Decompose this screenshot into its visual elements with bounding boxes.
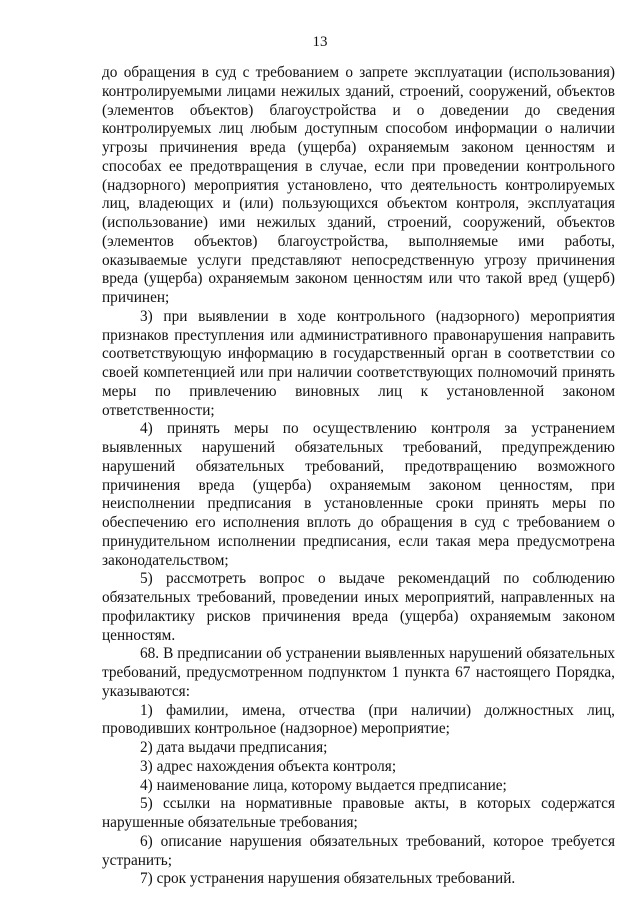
list-item-7: 7) срок устранения нарушения обязательных требований. [140, 870, 516, 888]
list-item-2: 2) дата выдачи предписания; [140, 739, 328, 756]
paragraph-item-5: 5) рассмотреть вопрос о выдаче рекомендаций по соблюдению обязательных требований, проведении иных мероприятий, направленных на профилактику рисков причинения вреда (ущерба) охраняемым законом ценностям. [102, 570, 615, 644]
list-item-5: 5) ссылки на нормативные правовые акты, в которых содержатся нарушенные обязательные требования; [102, 795, 615, 831]
paragraph-section-68: 68. В предписании об устранении выявленных нарушений обязательных требований, предусмотренном подпунктом 1 пункта 67 настоящего Порядка, указываются: [102, 645, 615, 700]
list-item-4: 4) наименование лица, которому выдается предписание; [140, 776, 507, 794]
document-body [102, 64, 615, 889]
paragraph-item-3: 3) при выявлении в ходе контрольного (надзорного) мероприятия признаков преступления или административного правонарушения направить соответствующую информацию в государственный орган в соответствии со своей компетенцией или при наличии соответствующих полномочий принять меры по привлечению виновных лиц к установленной законом ответственности; [102, 307, 615, 419]
page-number: 13 [312, 34, 328, 50]
paragraph-continuation: до обращения в суд с требованием о запрете эксплуатации (использования) контролируемыми лицами нежилых зданий, строений, сооружений, объектов (элементов объектов) благоустройства и о доведении до сведения контролируемых лиц любым доступным способом информации о наличии угрозы причинения вреда (ущерба) охраняемым законом ценностям и способах ее предотвращения в случае, если при проведении контрольного (надзорного) мероприятия установлено, что деятельность контролируемых лиц, владеющих и (или) пользующихся объектом контроля, эксплуатация (использование) ими нежилых зданий, строений, сооружений, объектов (элементов объектов) благоустройства, выполняемые ими работы, оказываемые услуги представляют непосредственную угрозу причинения вреда (ущерба) охраняемым законом ценностям или что такой вред (ущерб) причинен; [102, 64, 615, 306]
list-item-3: 3) адрес нахождения объекта контроля; [140, 757, 397, 775]
list-item-6: 6) описание нарушения обязательных требований, которое требуется устранить; [102, 832, 615, 869]
list-item-1: 1) фамилии, имена, отчества (при наличии) должностных лиц, проводивших контрольное (надзорное) мероприятие; [102, 701, 615, 738]
paragraph-item-4: 4) принять меры по осуществлению контроля за устранением выявленных нарушений обязательных требований, предупреждению нарушений обязательных требований, предотвращению возможного причинения вреда (ущерба) охраняемым законом ценностям, при неисполнении предписания в установленные сроки принять меры по обеспечению его исполнения вплоть до обращения в суд с требованием о принудительном исполнении предписания, если такая мера предусмотрена законодательством; [102, 420, 615, 569]
